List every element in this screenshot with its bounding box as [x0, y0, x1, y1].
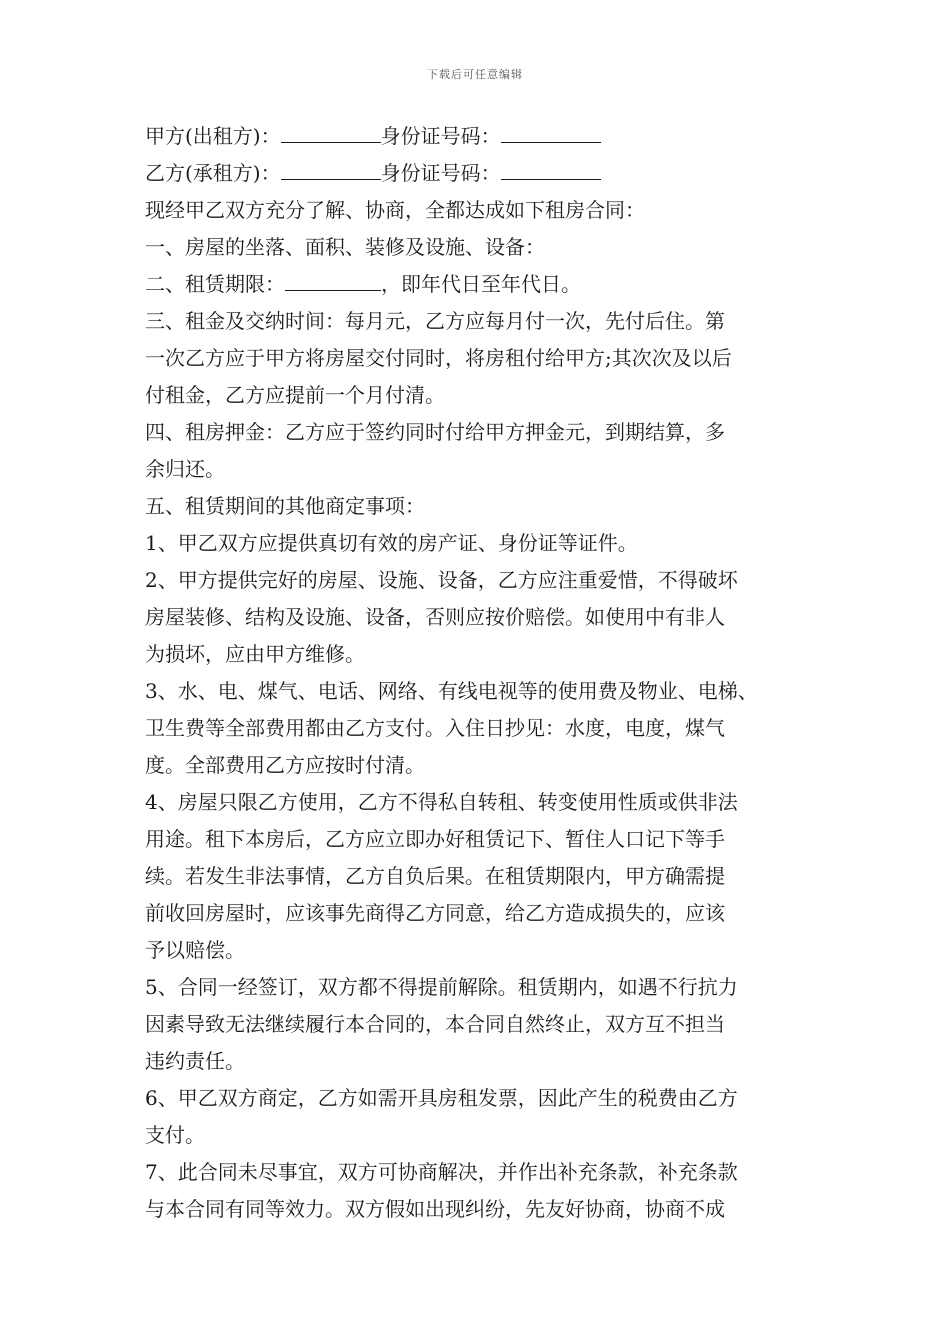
text-line: 房屋装修、结构及设施、设备，否则应按价赔偿。如使用中有非人: [145, 605, 725, 629]
party-a-id-label: 身份证号码：: [380, 124, 501, 148]
text-line: 余归还。: [145, 457, 225, 481]
text-line: 3、水、电、煤气、电话、网络、有线电视等的使用费及物业、电梯、: [145, 679, 758, 703]
contract-body: [145, 118, 810, 1228]
text-line: 因素导致无法继续履行本合同的，本合同自然终止，双方互不担当: [145, 1012, 725, 1036]
text-line: 4、房屋只限乙方使用，乙方不得私自转租、转变使用性质或供非法: [145, 790, 738, 814]
text-line: 卫生费等全部费用都由乙方支付。入住日抄见：水度，电度，煤气: [145, 716, 725, 740]
text-line: 度。全部费用乙方应按时付清。: [145, 753, 425, 777]
text-line: 四、租房押金：乙方应于签约同时付给甲方押金元，到期结算，多: [145, 420, 725, 444]
text-line: 一次乙方应于甲方将房屋交付同时，将房租付给甲方;其次次及以后: [145, 346, 732, 370]
lease-term-label: 二、租赁期限：: [145, 272, 285, 296]
text-line: 付租金，乙方应提前一个月付清。: [145, 383, 445, 407]
party-a-line: [145, 118, 810, 155]
party-b-id-blank: [501, 155, 601, 180]
text-line: 为损坏，应由甲方维修。: [145, 642, 365, 666]
party-b-label: 乙方(承租方)：: [145, 161, 281, 185]
text-line: 前收回房屋时，应该事先商得乙方同意，给乙方造成损失的，应该: [145, 901, 725, 925]
party-a-name-blank: [281, 118, 381, 143]
text-line: 与本合同有同等效力。双方假如出现纠纷，先友好协商，协商不成: [145, 1197, 725, 1221]
clause-1-line: 一、房屋的坐落、面积、装修及设施、设备：: [145, 235, 545, 259]
party-b-id-label: 身份证号码：: [380, 161, 501, 185]
text-line: 2、甲方提供完好的房屋、设施、设备，乙方应注重爱惜，不得破坏: [145, 568, 738, 592]
party-b-line: [145, 155, 810, 192]
text-line: 7、此合同未尽事宜，双方可协商解决，并作出补充条款，补充条款: [145, 1160, 738, 1184]
text-line: 1、甲乙双方应提供真切有效的房产证、身份证等证件。: [145, 531, 638, 555]
text-line: 5、合同一经签订，双方都不得提前解除。租赁期内，如遇不行抗力: [145, 975, 738, 999]
party-b-name-blank: [281, 155, 381, 180]
party-a-label: 甲方(出租方)：: [145, 124, 281, 148]
page-header-note: 下载后可任意编辑: [427, 68, 523, 81]
party-a-id-blank: [501, 118, 601, 143]
text-line: 续。若发生非法事情，乙方自负后果。在租赁期限内，甲方确需提: [145, 864, 725, 888]
text-line: 违约责任。: [145, 1049, 245, 1073]
text-line: 6、甲乙双方商定，乙方如需开具房租发票，因此产生的税费由乙方: [145, 1086, 738, 1110]
text-line: 三、租金及交纳时间：每月元，乙方应每月付一次，先付后住。第: [145, 309, 725, 333]
text-line: 用途。租下本房后，乙方应立即办好租赁记下、暂住人口记下等手: [145, 827, 725, 851]
text-line: 支付。: [145, 1123, 205, 1147]
lease-term-blank: [285, 266, 381, 291]
text-line: 五、租赁期间的其他商定事项：: [145, 494, 425, 518]
contract-intro-line: 现经甲乙双方充分了解、协商，全都达成如下租房合同：: [145, 198, 645, 222]
text-line: 予以赔偿。: [145, 938, 245, 962]
lease-term-suffix: ，即年代日至年代日。: [381, 272, 581, 296]
clause-2-line: [145, 266, 810, 303]
